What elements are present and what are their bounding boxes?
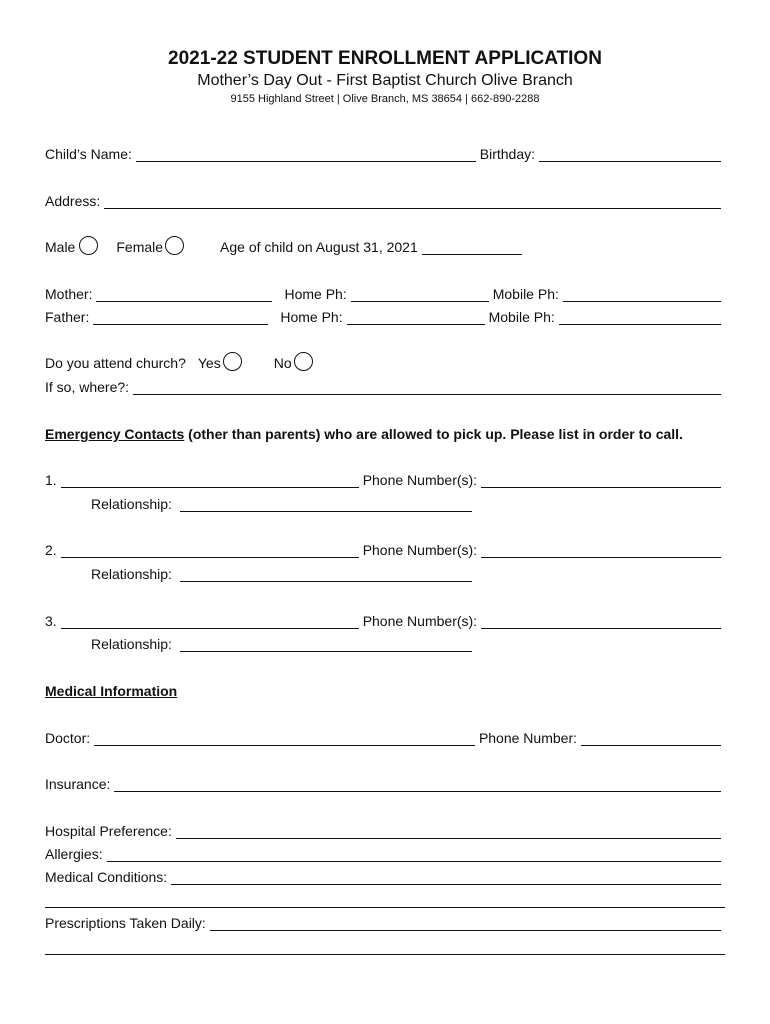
church-no-radio[interactable] <box>294 352 313 371</box>
hospital-row <box>45 821 725 839</box>
child-name-label: Child’s Name: <box>45 146 132 162</box>
mother-row <box>45 284 725 302</box>
father-row <box>45 307 725 325</box>
conditions-field[interactable] <box>171 872 721 885</box>
church-no-label: No <box>273 355 292 371</box>
address-field[interactable] <box>104 196 721 209</box>
doctor-row <box>45 728 725 746</box>
contact-2-relationship-label: Relationship: <box>91 566 172 582</box>
male-radio[interactable] <box>79 236 98 255</box>
birthday-label: Birthday: <box>479 146 535 162</box>
church-address: 9155 Highland Street | Olive Branch, MS 38654 | 662-890-2288 <box>230 93 540 105</box>
contact-2-name-field[interactable] <box>61 545 359 558</box>
prescriptions-label: Prescriptions Taken Daily: <box>45 915 206 931</box>
doctor-field[interactable] <box>94 733 475 746</box>
contact-3-number: 3. <box>45 613 57 629</box>
prescriptions-row <box>45 913 725 931</box>
conditions-row <box>45 867 725 885</box>
father-home-ph-label: Home Ph: <box>280 309 343 325</box>
prescriptions-field[interactable] <box>210 918 721 931</box>
hospital-field[interactable] <box>176 826 721 839</box>
age-label: Age of child on August 31, 2021 <box>220 239 418 255</box>
contact-3-name-field[interactable] <box>61 616 359 629</box>
father-field[interactable] <box>93 312 268 325</box>
mother-home-ph-label: Home Ph: <box>284 286 347 302</box>
contact-3-phone-field[interactable] <box>481 616 721 629</box>
church-yes-radio[interactable] <box>223 352 242 371</box>
contact-2-relationship-field[interactable] <box>180 569 472 582</box>
allergies-label: Allergies: <box>45 846 103 862</box>
conditions-extra-field[interactable] <box>45 895 725 908</box>
hospital-label: Hospital Preference: <box>45 823 172 839</box>
mother-field[interactable] <box>96 289 272 302</box>
mother-label: Mother: <box>45 286 93 302</box>
emergency-heading: Emergency Contacts <box>45 426 185 442</box>
mother-mobile-ph-field[interactable] <box>563 289 721 302</box>
contact-1-relationship-field[interactable] <box>180 499 472 512</box>
father-home-ph-field[interactable] <box>347 312 485 325</box>
allergies-row <box>45 844 725 862</box>
contact-1-number: 1. <box>45 472 57 488</box>
father-mobile-ph-field[interactable] <box>559 312 721 325</box>
insurance-row <box>45 774 725 792</box>
contact-3-relationship-field[interactable] <box>180 639 472 652</box>
mother-home-ph-field[interactable] <box>351 289 489 302</box>
contact-2-relationship-row <box>91 564 491 582</box>
age-field[interactable] <box>422 242 522 255</box>
insurance-label: Insurance: <box>45 776 111 792</box>
birthday-field[interactable] <box>539 149 721 162</box>
female-radio[interactable] <box>165 236 184 255</box>
address-label: Address: <box>45 193 101 209</box>
contact-1-relationship-label: Relationship: <box>91 496 172 512</box>
prescriptions-extra-row <box>45 937 725 955</box>
prescriptions-extra-field[interactable] <box>45 942 725 955</box>
form-subtitle: Mother’s Day Out - First Baptist Church Olive Branch <box>197 72 573 89</box>
contact-3-relationship-row <box>91 634 491 652</box>
church-row <box>45 353 725 371</box>
mother-mobile-ph-label: Mobile Ph: <box>492 286 559 302</box>
child-name-field[interactable] <box>136 149 476 162</box>
emergency-heading-row <box>45 424 725 442</box>
contact-2-row <box>45 540 725 558</box>
address-row <box>45 191 725 209</box>
medical-heading-row <box>45 681 725 699</box>
female-label: Female <box>116 239 164 255</box>
church-where-field[interactable] <box>133 382 721 395</box>
contact-1-row <box>45 470 725 488</box>
allergies-field[interactable] <box>107 849 721 862</box>
gender-age-row <box>45 237 725 255</box>
contact-1-relationship-row <box>91 494 491 512</box>
conditions-extra-row <box>45 890 725 908</box>
contact-2-phone-label: Phone Number(s): <box>362 542 478 558</box>
church-yes-label: Yes <box>197 355 221 371</box>
father-label: Father: <box>45 309 90 325</box>
church-question: Do you attend church? <box>45 355 186 371</box>
contact-3-phone-label: Phone Number(s): <box>362 613 478 629</box>
church-where-label: If so, where?: <box>45 379 130 395</box>
contact-2-phone-field[interactable] <box>481 545 721 558</box>
contact-3-row <box>45 611 725 629</box>
doctor-label: Doctor: <box>45 730 91 746</box>
contact-1-phone-field[interactable] <box>481 475 721 488</box>
form-title: 2021-22 STUDENT ENROLLMENT APPLICATION <box>168 48 602 69</box>
emergency-heading-note: (other than parents) who are allowed to pick up. Please list in order to call. <box>184 426 683 442</box>
church-where-row <box>45 377 725 395</box>
father-mobile-ph-label: Mobile Ph: <box>488 309 555 325</box>
doctor-phone-field[interactable] <box>581 733 721 746</box>
child-name-row <box>45 144 725 162</box>
conditions-label: Medical Conditions: <box>45 869 168 885</box>
doctor-phone-label: Phone Number: <box>478 730 577 746</box>
contact-3-relationship-label: Relationship: <box>91 636 172 652</box>
insurance-field[interactable] <box>114 779 721 792</box>
contact-1-phone-label: Phone Number(s): <box>362 472 478 488</box>
contact-1-name-field[interactable] <box>61 475 359 488</box>
contact-2-number: 2. <box>45 542 57 558</box>
medical-heading: Medical Information <box>45 683 178 699</box>
male-label: Male <box>45 239 76 255</box>
